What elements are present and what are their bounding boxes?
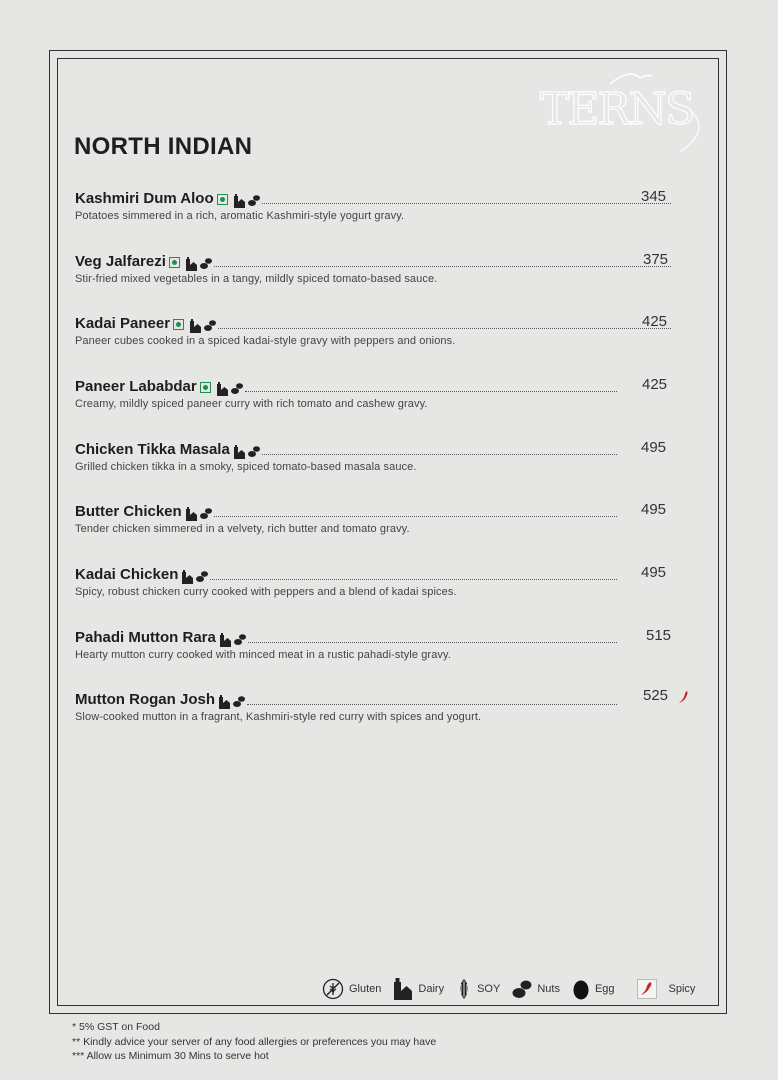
note-serve-time: *** Allow us Minimum 30 Mins to serve hot (72, 1050, 269, 1062)
item-price: 375 (643, 251, 669, 268)
nuts-icon (248, 445, 260, 459)
legend-label: Dairy (418, 983, 445, 995)
dotted-leader (214, 515, 617, 517)
dotted-leader (262, 453, 617, 455)
nuts-icon (231, 382, 243, 396)
terns-logo (540, 70, 710, 152)
item-name: Paneer Lababdar (75, 378, 197, 395)
dairy-icon (233, 445, 245, 459)
item-name: Kadai Paneer (75, 315, 171, 332)
allergen-legend (322, 978, 707, 1000)
item-price: 425 (642, 376, 668, 393)
item-price: 495 (641, 439, 667, 456)
dairy-icon (216, 382, 228, 396)
note-gst: * 5% GST on Food (72, 1021, 160, 1033)
nuts-icon (196, 570, 208, 584)
section-title: NORTH INDIAN (74, 133, 253, 160)
menu-item (75, 251, 675, 291)
menu-item (75, 687, 669, 729)
item-price: 525 (643, 687, 669, 704)
veg-icon (200, 382, 211, 393)
item-description: Hearty mutton curry cooked with minced meat in a rustic pahadi-style gravy. (75, 649, 451, 661)
dairy-icon (185, 257, 197, 271)
menu-item (75, 313, 675, 353)
logo-text: TERNS (540, 84, 694, 135)
item-description: Creamy, mildly spiced paneer curry with rich tomato and cashew gravy. (75, 398, 428, 410)
item-description: Stir-fried mixed vegetables in a tangy, mildly spiced tomato-based sauce. (75, 273, 438, 285)
menu-item (75, 376, 668, 416)
item-price: 425 (642, 313, 668, 330)
legend-gluten (322, 978, 381, 1000)
dairy-icon (185, 507, 197, 521)
menu-item (75, 564, 667, 604)
item-name: Kashmiri Dum Aloo (75, 190, 214, 207)
gluten-icon (322, 978, 344, 1000)
item-description: Grilled chicken tikka in a smoky, spiced tomato-based masala sauce. (75, 461, 417, 473)
dairy-icon (233, 194, 245, 208)
dotted-leader (218, 327, 671, 329)
nuts-icon (200, 257, 212, 271)
nuts-icon (200, 507, 212, 521)
menu-item (75, 627, 672, 667)
item-description: Paneer cubes cooked in a spiced kadai-style gravy with peppers and onions. (75, 335, 456, 347)
egg-icon (572, 978, 590, 1000)
veg-icon (217, 194, 228, 205)
legend-nuts (512, 978, 560, 1000)
item-name: Chicken Tikka Masala (75, 441, 230, 458)
chili-icon (678, 690, 690, 704)
nuts-icon (233, 695, 245, 709)
soy-icon (456, 978, 472, 1000)
legend-label: Egg (594, 983, 615, 995)
legend-spicy (637, 979, 696, 999)
item-description: Spicy, robust chicken curry cooked with peppers and a blend of kadai spices. (75, 586, 457, 598)
dairy-icon (393, 978, 413, 1000)
legend-label: Gluten (349, 983, 382, 995)
dotted-leader (210, 578, 617, 580)
menu-item (75, 188, 675, 228)
spicy-icon (637, 979, 657, 999)
legend-label: SOY (477, 983, 501, 995)
menu-item (75, 439, 667, 479)
dotted-leader (214, 265, 671, 267)
menu-item (75, 501, 667, 541)
item-description: Potatoes simmered in a rich, aromatic Kashmiri-style yogurt gravy. (75, 210, 405, 222)
note-allergies: ** Kindly advice your server of any food allergies or preferences you may have (72, 1035, 437, 1048)
item-name: Mutton Rogan Josh (75, 691, 215, 708)
item-name: Butter Chicken (75, 503, 182, 520)
item-description: Slow-cooked mutton in a fragrant, Kashmiri-style red curry with spices and yogurt. (75, 711, 482, 723)
legend-egg (572, 978, 615, 1000)
item-name: Pahadi Mutton Rara (75, 629, 216, 646)
nuts-icon (248, 194, 260, 208)
item-name: Kadai Chicken (75, 566, 179, 583)
dairy-icon (189, 319, 201, 333)
veg-icon (169, 257, 180, 268)
dairy-icon (181, 570, 193, 584)
dotted-leader (262, 202, 671, 204)
nuts-icon (512, 978, 532, 1000)
veg-icon (173, 319, 184, 330)
item-name: Veg Jalfarezi (75, 253, 166, 270)
item-price: 515 (646, 627, 672, 644)
nuts-icon (234, 633, 246, 647)
dotted-leader (247, 703, 617, 705)
nuts-icon (204, 319, 216, 333)
footer-notes (72, 1020, 436, 1064)
legend-dairy (393, 978, 444, 1000)
item-price: 345 (641, 188, 667, 205)
item-price: 495 (641, 501, 667, 518)
legend-label: Spicy (668, 983, 696, 995)
dairy-icon (219, 633, 231, 647)
dotted-leader (248, 641, 617, 643)
item-price: 495 (641, 564, 667, 581)
dairy-icon (218, 695, 230, 709)
item-description: Tender chicken simmered in a velvety, rich butter and tomato gravy. (75, 523, 410, 535)
legend-soy (456, 978, 500, 1000)
dotted-leader (245, 390, 617, 392)
legend-label: Nuts (537, 983, 560, 995)
